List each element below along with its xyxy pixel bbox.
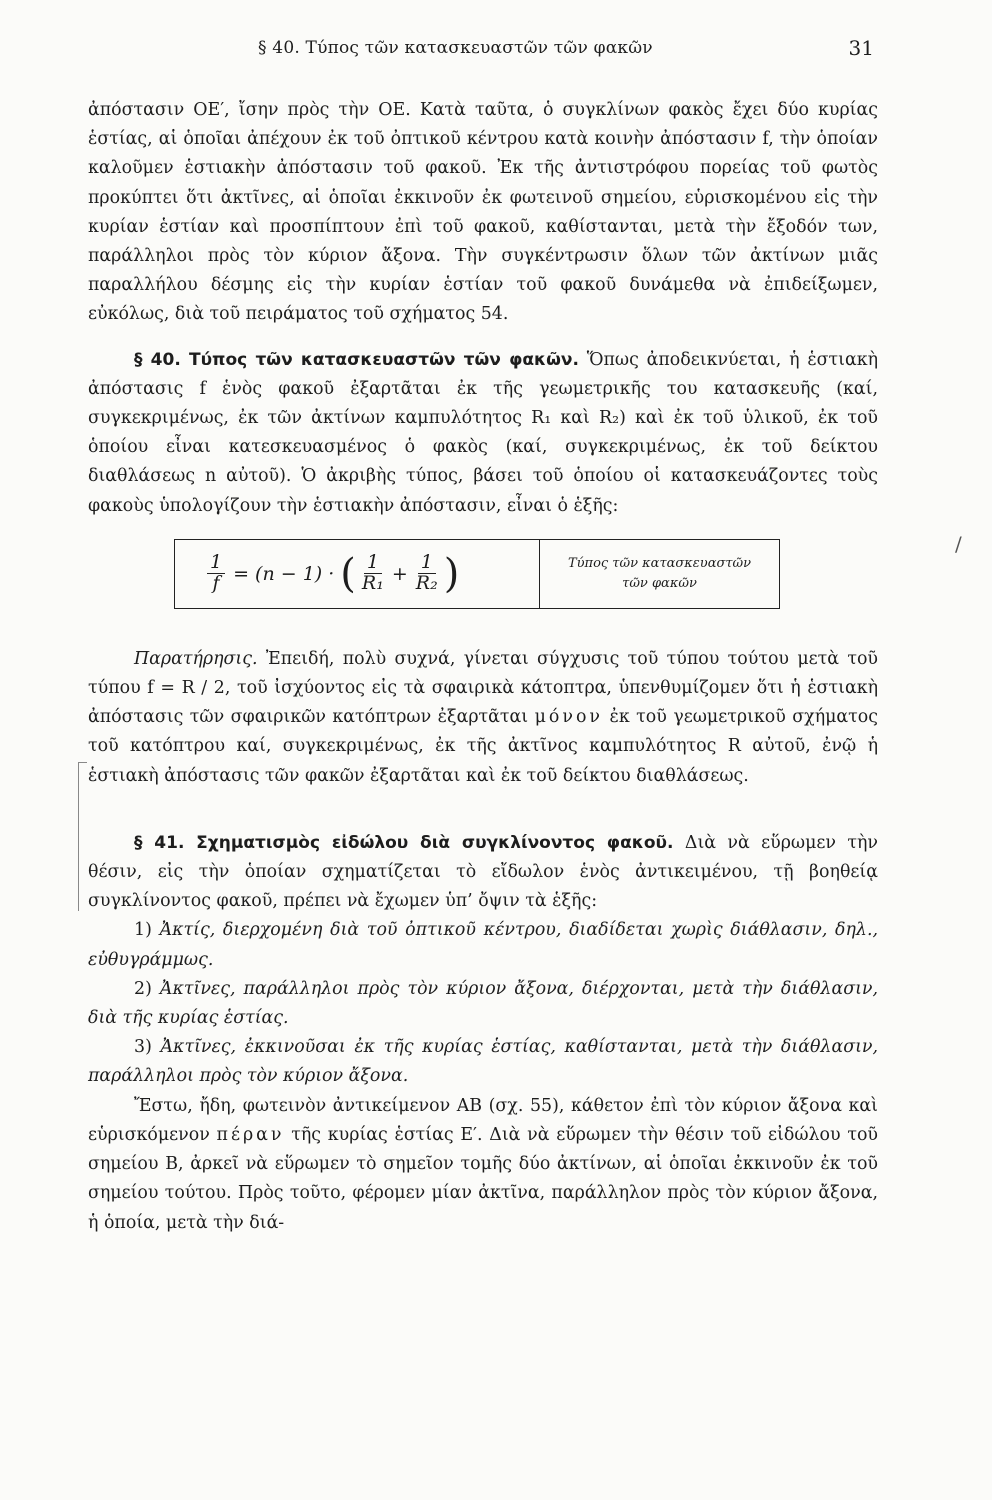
section-41-body: Διὰ νὰ εὕρωμεν τὴν θέσιν, εἰς τὴν ὁποίαν σχηματίζεται τὸ εἴδωλον ἑνὸς ἀντικειμένου, τῇ βοηθείᾳ συγκλίνοντος φακοῦ, πρέπει νὰ ἔχωμεν ὑπ’ ὄψιν τὰ ἑξῆς: [88, 832, 878, 912]
formula-lhs-den: f [212, 572, 220, 595]
formula-open-paren: ( [340, 550, 356, 597]
page-number: 31 [848, 36, 874, 60]
formula-frac2-num: 1 [418, 553, 436, 574]
lensmaker-formula [175, 540, 540, 608]
list-item-text: Ἀκτῖνες, ἐκκινοῦσαι ἐκ τῆς κυρίας ἑστίας, καθίστανται, μετὰ τὴν διάθλασιν, παράλληλοι πρὸς τὸν κύριον ἄξονα. [88, 1037, 878, 1087]
remark-label: Παρατήρησις. [134, 648, 258, 669]
list-item [88, 916, 878, 974]
formula-close-paren: ) [443, 550, 460, 597]
remark-emphasis: μόνον [534, 707, 603, 728]
margin-mark: / [955, 532, 962, 556]
formula-frac2-den: R₂ [415, 572, 438, 595]
section-40 [88, 346, 878, 521]
list-item [88, 975, 878, 1033]
book-page [88, 28, 878, 1238]
formula-plus: + [391, 562, 408, 585]
list-item [88, 1033, 878, 1091]
remark-body: Ἐπειδή, πολὺ συχνά, γίνεται σύγχυσις τοῦ τύπου τούτου μετὰ τοῦ τύπου f = R / 2, τοῦ ἰσχύοντος εἰς τὰ σφαιρικὰ κάτοπτρα, ὑπενθυμίζομεν ὅτι ἡ ἑστιακὴ ἀπόστασις τῶν σφαιρικῶν κατόπτρων ἐξαρτᾶται [88, 648, 878, 728]
remark-body-end: ἐκ τοῦ γεωμετρικοῦ σχήματος τοῦ κατόπτρου καί, συγκεκριμένως, ἐκ τῆς ἀκτῖνος καμπυλότητος R αὐτοῦ, ἐνῷ ἡ ἑστιακὴ ἀπόστασις τῶν φακῶν ἐξαρτᾶται καὶ ἐκ τοῦ δείκτου διαθλάσεως. [88, 707, 879, 786]
section-40-heading: § 40. Τύπος τῶν κατασκευαστῶν τῶν φακῶν. [134, 349, 579, 370]
margin-bracket [78, 762, 87, 911]
formula-lhs-num: 1 [207, 553, 225, 574]
formula-lhs [207, 553, 225, 594]
list-item-text: Ἀκτίς, διερχομένη διὰ τοῦ ὀπτικοῦ κέντρου, διαδίδεται χωρὶς διάθλασιν, δηλ., εὐθυγράμμως. [88, 920, 879, 970]
formula-middle: = (n − 1) · [233, 562, 335, 585]
formula-label-line-1: Τύπος τῶν κατασκευαστῶν [567, 555, 752, 571]
final-paragraph [88, 1092, 878, 1238]
formula-label-line-2: τῶν φακῶν [622, 575, 697, 591]
section-40-body: Ὅπως ἀποδεικνύεται, ἡ ἑστιακὴ ἀπόστασις f ἑνὸς φακοῦ ἐξαρτᾶται ἐκ τῆς γεωμετρικῆς του κατασκευῆς (καί, συγκεκριμένως, ἐκ τῶν ἀκτίνων καμπυλότητος R₁ καὶ R₂) καὶ ἐκ τοῦ ὑλικοῦ, ἐκ τοῦ ὁποίου εἶναι κατεσκευασμένος ὁ φακὸς (καί, συγκεκριμένως, ἐκ τοῦ δείκτου διαθλάσεως n αὐτοῦ). Ὁ ἀκριβὴς τύπος, βάσει τοῦ ὁποίου οἱ κατασκευάζοντες τοὺς φακοὺς ὑπολογίζουν τὴν ἑστιακὴν ἀπόστασιν, εἶναι ὁ ἑξῆς: [88, 349, 878, 516]
final-paragraph-emphasis: πέραν [216, 1124, 285, 1145]
formula-label [540, 540, 779, 608]
formula-frac-2 [416, 553, 438, 594]
list-item-number: 1) [134, 920, 152, 941]
formula-frac1-num: 1 [364, 553, 382, 574]
lensmaker-formula-box [174, 539, 780, 609]
formula-frac-1 [362, 553, 384, 594]
section-41-heading: § 41. Σχηματισμὸς εἰδώλου διὰ συγκλίνοντος φακοῦ. [134, 832, 674, 853]
list-item-number: 3) [134, 1037, 152, 1058]
section-41 [88, 829, 878, 917]
paragraph-1: ἀπόστασιν OE′, ἴσην πρὸς τὴν OE. Κατὰ ταῦτα, ὁ συγκλίνων φακὸς ἔχει δύο κυρίας ἑστίας, αἱ ὁποῖαι ἀπέχουν ἐκ τοῦ ὀπτικοῦ κέντρου κατὰ κοινὴν ἀπόστασιν f, τὴν ὁποίαν καλοῦμεν ἑστιακὴν ἀπόστασιν τοῦ φακοῦ. Ἐκ τῆς ἀντιστρόφου πορείας τοῦ φωτὸς προκύπτει ὅτι ἀκτῖνες, αἱ ὁποῖαι ἐκκινοῦν ἐκ φωτεινοῦ σημείου, εὑρισκομένου εἰς τὴν κυρίαν ἑστίαν καὶ προσπίπτουν ἐπὶ τοῦ φακοῦ, καθίστανται, μετὰ τὴν ἔξοδόν των, παράλληλοι πρὸς τὸν κύριον ἄξονα. Τὴν συγκέντρωσιν ὅλων τῶν ἀκτίνων μιᾶς παραλλήλου δέσμης εἰς τὴν κυρίαν ἑστίαν τοῦ φακοῦ δυνάμεθα νὰ ἐπιδείξωμεν, εὐκόλως, διὰ τοῦ πειράματος τοῦ σχήματος 54. [88, 100, 878, 325]
final-paragraph-start: Ἔστω, ἤδη, φωτεινὸν ἀντικείμενον AB (σχ. 55), κάθετον ἐπὶ τὸν κύριον ἄξονα καὶ εὑρισκόμενον [88, 1095, 878, 1145]
formula-frac1-den: R₁ [361, 572, 384, 595]
final-paragraph-end: τῆς κυρίας ἑστίας E′. Διὰ νὰ εὕρωμεν τὴν θέσιν τοῦ εἰδώλου τοῦ σημείου B, ἀρκεῖ νὰ εὕρωμεν τὸ σημεῖον τομῆς δύο ἀκτίνων, αἱ ὁποῖαι ἐκκινοῦν ἐκ τοῦ σημείου τούτου. Πρὸς τοῦτο, φέρομεν μίαν ἀκτῖνα, παράλληλον πρὸς τὸν κύριον ἄξονα, ἡ ὁποία, μετὰ τὴν διά- [88, 1124, 878, 1233]
header-title: § 40. Τύπος τῶν κατασκευαστῶν τῶν φακῶν [258, 38, 653, 58]
remark [88, 645, 878, 791]
list-item-text: Ἀκτῖνες, παράλληλοι πρὸς τὸν κύριον ἄξονα, διέρχονται, μετὰ τὴν διάθλασιν, διὰ τῆς κυρίας ἑστίας. [88, 978, 878, 1029]
list-item-number: 2) [134, 978, 152, 999]
running-header [88, 28, 878, 68]
